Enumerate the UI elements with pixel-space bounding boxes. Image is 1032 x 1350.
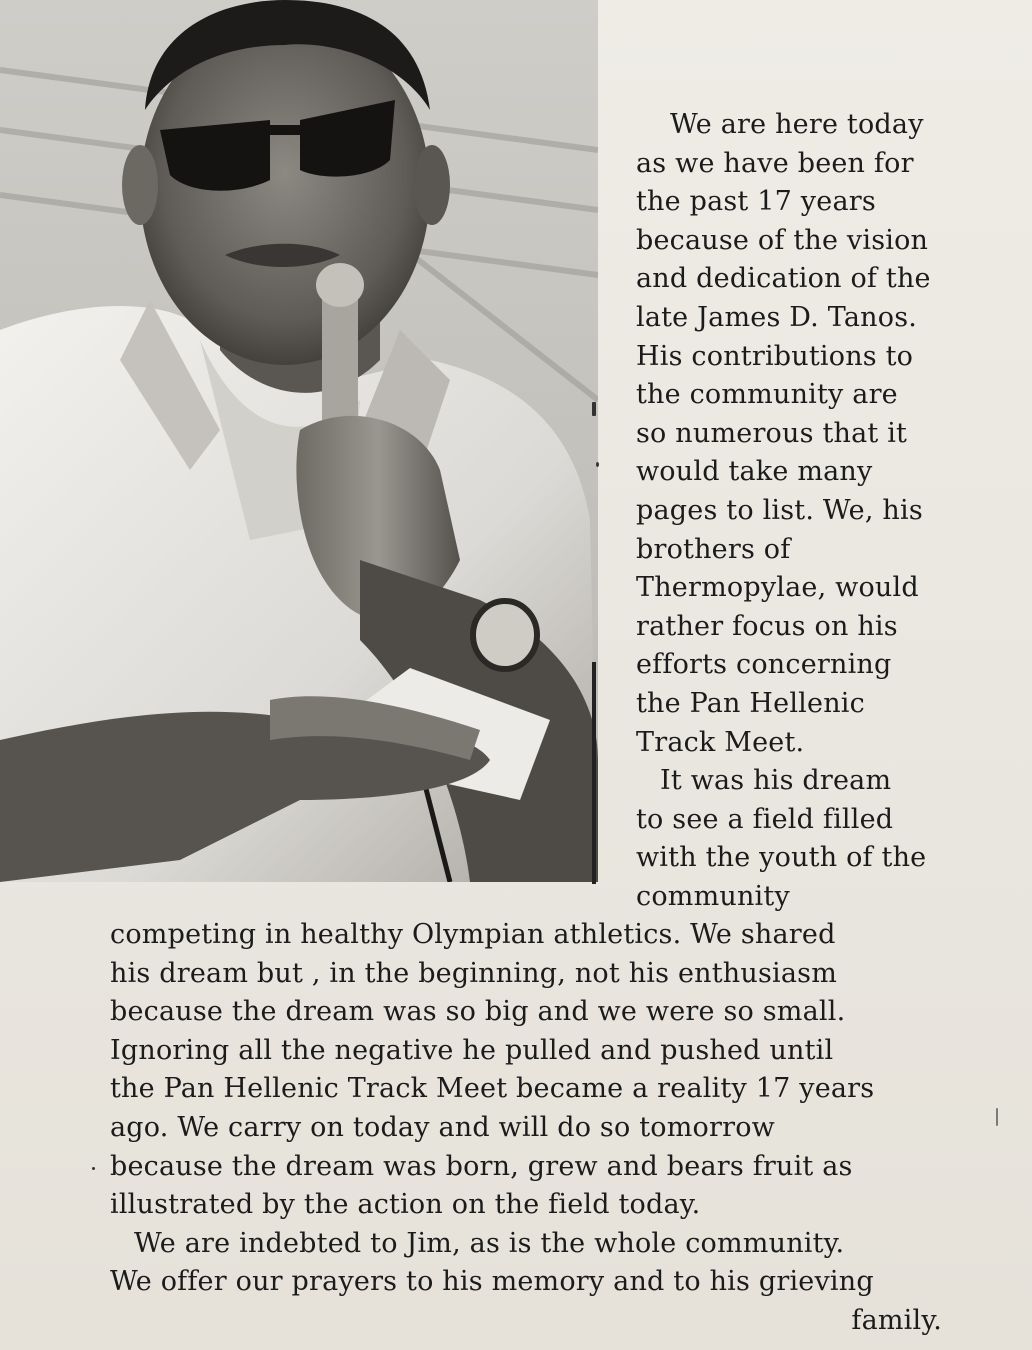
article-line: We offer our prayers to his memory and to his grieving [110,1266,874,1298]
article-line: illustrated by the action on the field today. [110,1189,701,1221]
article-line: We are here today [670,109,924,140]
article-line: to see a field filled [636,803,894,835]
article-line: because the dream was so big and we were so small. [110,996,846,1028]
article-line: because the dream was born, grew and bears fruit as [110,1150,853,1182]
article-line: would take many [636,456,873,488]
article-line: the past 17 years [636,186,876,218]
photo-illustration [0,0,598,882]
article-line: His contributions to [636,340,914,372]
article-line: It was his dream [660,765,892,797]
article-line: Track Meet. [636,726,805,758]
article-line: the community are [636,379,898,411]
article-line: We are indebted to Jim, as is the whole community. [134,1227,845,1259]
article-line: with the youth of the [636,842,927,874]
article-column-text [636,106,1016,916]
article-line: as we have been for [636,147,914,179]
article-line: the Pan Hellenic [636,687,865,719]
article-line: late James D. Tanos. [636,301,918,333]
article-line: so numerous that it [636,417,908,449]
print-speck [996,1108,998,1126]
article-line: Ignoring all the negative he pulled and pushed until [110,1034,834,1066]
print-speck [592,402,596,416]
article-line: rather focus on his [636,610,898,642]
article-line: the Pan Hellenic Track Meet became a reality 17 years [110,1073,875,1105]
article-line: community [636,880,790,912]
article-line: his dream but , in the beginning, not his enthusiasm [110,957,838,989]
article-wide-text [110,916,1010,1341]
article-line: brothers of [636,533,791,565]
article-line: efforts concerning [636,649,892,681]
article-line: family. [851,1304,942,1336]
print-speck [596,462,599,467]
portrait-photo [0,0,598,882]
column-rule [592,662,596,884]
article-line: pages to list. We, his [636,494,923,526]
article-line: and dedication of the [636,263,931,295]
article-line: competing in healthy Olympian athletics. We shared [110,919,836,950]
print-speck [92,1167,95,1170]
article-line: Thermopylae, would [636,572,919,604]
article-line: because of the vision [636,224,929,256]
article-line: ago. We carry on today and will do so tomorrow [110,1111,775,1143]
